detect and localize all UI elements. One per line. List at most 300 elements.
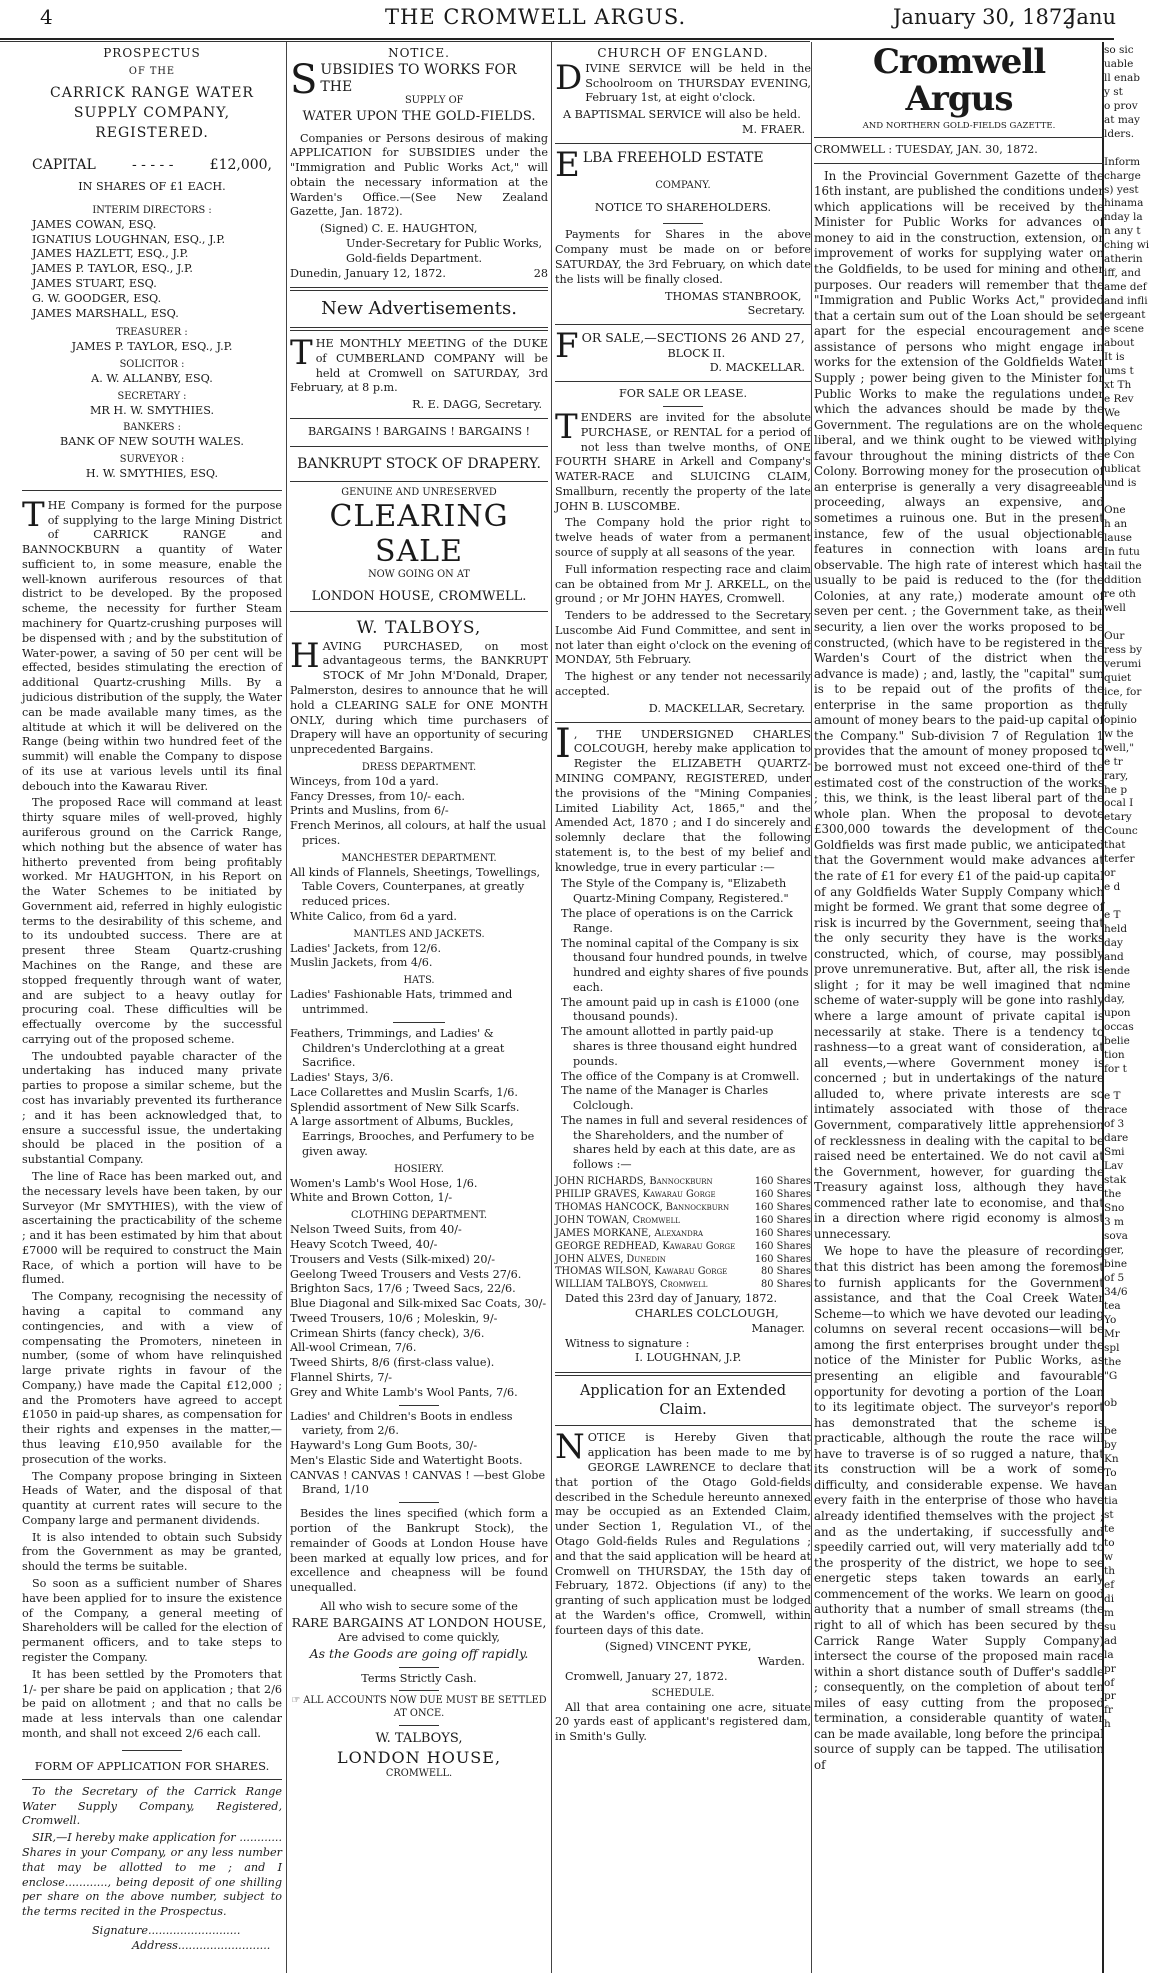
fragment-line: tia [1104,1495,1118,1508]
for-sale-block: BLOCK II. [667,346,726,360]
fragment-line: the [1104,1188,1122,1201]
table-row [555,1215,811,1228]
fragment-line: by [1104,1439,1117,1452]
fragment-line: One [1104,504,1126,517]
director: JAMES MARSHALL, ESQ. [32,306,179,320]
shareholder-name: JOHN TOWAN, Cromwell [555,1214,680,1226]
fragment-line: occas [1104,1020,1134,1033]
list-item: Ladies' Stays, 3/6. [290,1071,394,1085]
fragment-line: ums t [1104,364,1134,377]
divider [399,1667,439,1668]
claim-warden: Warden. [757,1655,805,1669]
fragment-line: well [1104,602,1126,615]
fragment-line: plying [1104,434,1137,447]
prospectus-paragraph: The Company, recognising the necessity of having a capital to command any contingencies, and with a view of compensating the Promoters, nineteen in number, (some of whom have relinquished large private rights in favour of the Company,) have made the Capital £12,000 ; and the Promoters have agreed to accept £1050 in paid-up shares, as compensation for their rights and expenses in the matter,—thus leaving £10,950 available for the prosecution of the works. [22,1290,282,1466]
divider [399,1690,439,1691]
extended-claim-notice [555,1427,811,1638]
schedule-heading: SCHEDULE. [651,1687,715,1699]
fragment-line: lders. [1104,127,1135,140]
list-item: Blue Diagonal and Silk-mixed Sac Coats, 30/- [290,1297,547,1311]
divider [663,406,703,407]
fragment-line: und is [1104,476,1137,489]
shares-line: IN SHARES OF £1 EACH. [78,180,226,194]
fragment-line: hinama [1104,197,1144,210]
fragment-line: w the [1104,727,1134,740]
besides-paragraph: Besides the lines specified (which form a portion of the Bankrupt Stock), the remainder of Goods at London House have been marked at equally low prices, and for excellence and cheapness will be found unequalled. [290,1507,548,1595]
fragment-line: Our [1104,630,1125,643]
officer-name: H. W. SMYTHIES, ESQ. [85,467,219,481]
shareholder-shares: 160 Shares [754,1201,811,1213]
list-item: Tweed Trousers, 10/6 ; Moleskin, 9/- [290,1311,498,1325]
tenders-paragraph: The Company hold the prior right to twelve heads of water from a permanent source of supply at all seasons of the year. [555,516,811,559]
hosiery-heading: HOSIERY. [394,1163,444,1175]
extended-claim-text: OTICE is Hereby Given that application has been made to me by GEORGE LAWRENCE to declare that that portion of the Otago Gold-fields described in the Schedule hereunto annexed may be occupied as an Extended Claim, under Section 1, Regulation VI., of the Otago Gold-fields Rules and Regulations ; and that the said application will be heard at Cromwell on THURSDAY, the 15th day of February, 1872. Objections (if any) to the granting of such application must be lodged at the Warden's office, Cromwell, within fourteen days of this date. [555,1431,811,1637]
having-purchased-paragraph [290,635,548,758]
divider [555,722,811,723]
clearing-sale-heading: CLEARING SALE [329,499,509,569]
list-item: Splendid assortment of New Silk Scarfs. [290,1100,520,1114]
drop-cap: S [290,56,318,103]
fragment-line: belie [1104,1034,1130,1047]
fragment-line [1104,491,1114,505]
list-item: Flannel Shirts, 7/- [290,1371,392,1384]
list-item: Ladies' Fashionable Hats, trimmed and untrimmed. [290,988,513,1016]
list-item: Trousers and Vests (Silk-mixed) 20/- [290,1252,496,1266]
list-item: Prints and Muslins, from 6/- [290,804,449,818]
fragment-line: of 3 [1104,1118,1125,1131]
fragment-line: race [1104,1104,1128,1117]
footer-talboys: W. TALBOYS, [375,1731,463,1747]
fragment-line: equenc [1104,420,1143,433]
prospectus-paragraph: The line of Race has been marked out, and the necessary levels have been taken, by our Surveyor (Mr SMYTHIES), with the view of ascertaining the practicability of the scheme ; and it has been estimated by him that about £7000 will be required to construct the Main Race, of which a portion will have to be flumed. [22,1169,282,1287]
subsidies-title-2: WATER UPON THE GOLD-FIELDS. [302,109,536,125]
fragment-line: atherin [1104,253,1143,266]
for-sale-title: OR SALE,—SECTIONS 26 AND 27, [581,330,805,346]
extended-claim-heading: Application for an Extended Claim. [579,1383,787,1419]
fragment-line: e Con [1104,448,1135,461]
fragment-line: stak [1104,1174,1127,1187]
officer-name: A. W. ALLANBY, ESQ. [91,371,213,385]
fragment-line: ame def [1104,281,1147,294]
fragment-line: Sno [1104,1202,1125,1215]
fragment-line: for t [1104,1062,1127,1075]
list-item: Heavy Scotch Tweed, 40/- [290,1237,438,1251]
list-item: Fancy Dresses, from 10/- each. [290,789,465,803]
subsidies-signed: (Signed) C. E. HAUGHTON, [320,222,478,236]
undersigned-text: , THE UNDERSIGNED CHARLES COLCOUGH, hereby make application to Register the ELIZABETH QUARTZ-MINING COMPANY, REGISTERED, under the provisions of the "Mining Companies Limited Liability Act, 1865," and the Amended Act, 1870 ; and I do sincerely and solemnly declare that the following statement is, to the best of my belief and knowledge, true in every particular :— [555,727,811,874]
fragment-line: nday la [1104,211,1143,224]
page-number: 4 [40,5,53,29]
shareholder-name: JAMES MORKANE, Alexandra [555,1227,704,1239]
bankrupt-stock-heading: BANKRUPT STOCK OF DRAPERY. [297,455,541,472]
prospectus-paragraph: It has been settled by the Promoters that 1/- per share be paid on application ; that 2/6 be paid on allotment ; and that no calls be made at less intervals than one calendar month, and shall not exceed 2/6 each call. [22,1667,282,1740]
officer-name: JAMES P. TAYLOR, ESQ., J.P. [71,340,233,354]
witness-line: Witness to signature : [565,1336,690,1350]
application-form-body: SIR,—I hereby make application for ............ Shares in your Company, or any less number that may be allotted to me ; and I enclose............, being deposit of one shilling per share on the above number, subject to the terms recited in the Prospectus. [22,1831,282,1919]
statement: The place of operations is on the Carrick Range. [561,906,793,935]
fragment-line: of [1104,1676,1115,1689]
fragment-line: spl [1104,1341,1120,1354]
fragment-line: verumi [1104,657,1142,670]
divider [399,1502,439,1503]
fragment-line: Inform [1104,155,1141,168]
fragment-line: he p [1104,783,1128,796]
capital-label: CAPITAL [32,156,96,173]
divider [814,137,1104,138]
fragment-line: Counc [1104,825,1138,838]
london-house-line: LONDON HOUSE, CROMWELL. [311,589,527,605]
shareholder-shares: 80 Shares [761,1266,811,1278]
list-item: Ladies' Jackets, from 12/6. [290,941,442,955]
interim-directors-label: INTERIM DIRECTORS : [92,204,212,216]
shareholder-shares: 160 Shares [754,1188,811,1200]
statement: The names in full and several residences of the Shareholders, and the number of shares held by each at this date, are as follows :— [561,1113,808,1172]
adjacent-page-fragment [1104,44,1149,1969]
prospectus-paragraph [22,494,282,795]
list-item: Feathers, Trimmings, and Ladies' & Children's Underclothing at a great Sacrifice. [290,1026,505,1070]
double-rule [290,327,548,331]
fragment-line: and [1104,950,1124,963]
fragment-line: y st [1104,85,1123,98]
fragment-line: ende [1104,964,1130,977]
column-notices [555,44,811,1969]
fragment-line: terfer [1104,853,1135,866]
fragment-line: ad [1104,1634,1117,1647]
officer-title: SOLICITOR : [119,358,185,370]
director: G. W. GOODGER, ESQ. [32,291,162,305]
editorial-dateline: CROMWELL : TUESDAY, JAN. 30, 1872. [814,143,1038,157]
elba-notice-heading: NOTICE TO SHAREHOLDERS. [594,200,772,214]
table-row [555,1279,811,1292]
list-item: Ladies' and Children's Boots in endless variety, from 2/6. [290,1409,513,1438]
fragment-line: fr [1104,1704,1113,1717]
clothing-list [290,1223,548,1400]
fragment-line: ll enab [1104,71,1141,84]
advised-line: Are advised to come quickly, [338,1631,500,1645]
statement: The amount allotted in partly paid-up shares is three thousand eight hundred pounds. [561,1025,798,1068]
of-the-label: OF THE [128,65,176,77]
capital-value: £12,000, [209,156,272,173]
fragment-line [1104,1384,1114,1398]
elba-secretary: Secretary. [747,304,805,318]
company-statements [555,877,811,1173]
fragment-line: e T [1104,909,1121,922]
fragment-line: so sic [1104,44,1134,56]
shareholder-shares: 160 Shares [754,1176,811,1188]
shareholder-shares: 160 Shares [754,1227,811,1239]
prospectus-paragraph: So soon as a sufficient number of Shares have been applied for to insure the existence of the Company, a general meeting of Shareholders will be called for the election of permanent officers, and to take steps to register the Company. [22,1577,282,1664]
rare-bargains-line: RARE BARGAINS AT LONDON HOUSE, [291,1614,547,1630]
company-name: CARRICK RANGE WATER SUPPLY COMPANY, REGISTERED. [50,84,254,142]
fragment-line: pr [1104,1662,1116,1675]
masthead [0,0,1114,40]
accounts-line [290,1695,548,1721]
shareholder-name: THOMAS HANCOCK, Bannockburn [555,1201,730,1213]
editorial-paragraph: In the Provincial Government Gazette of the 16th instant, are published the conditions under which applications will be received by the Minister for Public Works for advances of money to aid in the construction, extension, or improvement of works for supplying water on the Goldfields, to be used for mining and other purposes. Our readers will remember that the "Immigration and Public Works Act," provided that a certain sum out of the Loan should be set apart for the especial encouragement and assistance of persons who might engage in works for the extension of the Goldfields Water Supply ; power being given to the Minister for Public Works to make the regulations under which the advances should be made by the Government. The regulations are on the whole liberal, and we think ought to be viewed with favour throughout the mining districts of the Colony. Borrowing money for the prosecution of an enterprise is generally a very disagreeable proceeding, always an expensive, and sometimes a ruinous one. But in the present instance, few of the usual objectionable features in connection with loans are observable. The high rate of interest which has usually to be paid is reduced to the (for the Colonies, at any rate,) moderate amount of seven per cent. ; the Government take, as their security, a lien over the works proposed to be constructed, (which have to be registered in the Warden's Court of the district when the advance is made) ; and, lastly, the "capital" sum is to be repaid out of the profits of the enterprise in the same proportion as the amount of money bears to the paid-up capital of the Company." Sub-division 7 of Regulation 1 provides that the amount of money proposed to be borrowed must not exceed one-third of the estimated cost of the construction of the works ; this, we think, is the least liberal part of the whole plan. When the proposal to devote £300,000 towards the development of the Goldfields was first made public, we anticipated that the Government would make advances at the rate of £1 for every £1 of the paid-up capital of any Goldfields Water Supply Company which might be formed. We grant that some degree of risk is incurred by the Government, seeing that the only security they have is the works constructed, which, of course, may possibly prove unremunerative. But, after all, the risk is slight ; for it may be well imagined that no scheme of water-supply will be gone into rashly where a large amount of private capital is necessarily at stake. There is a tendency to rashness—to a great want of consideration, at all events,—where Government money is concerned ; but in undertakings of the nature alluded to, where private interests are so intimately associated with those of the Government, comparatively little apprehension of recklessness in dealing with the capital to be raised need be entertained. We do not cavil at the Government, however, for guarding the Treasury against loss, although they have commenced rather late to economise, and that in a direction where rigid economy is almost unnecessary. [814,168,1104,1241]
table-row [555,1228,811,1241]
issue-date: January 30, 1872. [893,5,1083,29]
fragment-line: 34/6 [1104,1285,1128,1298]
genuine-label: GENUINE AND UNRESERVED [341,487,497,499]
prospectus-paragraph: It is also intended to obtain such Subsidy from the Government as may be granted, should the terms be suitable. [22,1530,282,1574]
meeting-notice [290,333,548,396]
terms-line: Terms Strictly Cash. [361,1671,477,1685]
dress-department-heading: DRESS DEPARTMENT. [361,761,477,773]
prospectus-paragraph: The undoubted payable character of the undertaking has induced many private parties to propose a similar scheme, but the cost has invariably prevented its furtherance ; and it has been acknowledged that, to ensure a successful issue, the undertaking should be placed in the position of a substantial Company. [22,1049,282,1167]
fragment-line [1104,1411,1114,1425]
fragment-line: ef [1104,1578,1115,1591]
fragment-line: n any t [1104,225,1141,238]
fragment-line: In futu [1104,546,1140,559]
divider [555,1425,811,1426]
fragment-line: ching wi [1104,239,1149,252]
fragment-line: Yo [1104,1313,1117,1326]
divider [555,143,811,144]
fragment-line: ddition [1104,574,1142,587]
directors-list [22,218,282,321]
list-item: All-wool Crimean, 7/6. [290,1341,417,1355]
divider [22,490,282,491]
prospectus-heading: PROSPECTUS [103,46,201,60]
fragment-line: tion [1104,1048,1125,1061]
statement: The amount paid up in cash is £1000 (one thousand pounds). [561,995,800,1024]
tenders-paragraph: Full information respecting race and claim can be obtained from Mr J. ARKELL, on the ground ; or Mr JOHN HAYES, Cromwell. [555,562,811,606]
divider [393,1022,445,1023]
clothing-heading: CLOTHING DEPARTMENT. [351,1210,487,1222]
list-item: White Calico, from 6d a yard. [290,910,457,923]
witness-name: I. LOUGHNAN, J.P. [635,1351,742,1365]
fragment-line: etary [1104,811,1132,824]
fragment-line: quiet [1104,671,1132,684]
subsidies-signer-title: Under-Secretary for Public Works, Gold-fields Department. [346,236,543,265]
fragment-line: We [1104,406,1121,419]
schedule-body: All that area containing one acre, situate 20 yards east of applicant's registered dam, in Smith's Gully. [555,1700,811,1744]
divider [290,611,548,612]
fragment-line: iff, and [1104,267,1141,280]
undersigned-paragraph [555,720,811,876]
elba-signed: THOMAS STANBROOK, [665,289,802,303]
fragment-line: or [1104,867,1116,880]
adjacent-page-edge: Janu [1068,5,1116,29]
shareholder-name: JOHN RICHARDS, Bannockburn [555,1176,713,1188]
hats-heading: HATS. [403,975,435,987]
claim-signed: (Signed) VINCENT PYKE, [605,1640,752,1654]
meeting-text: HE MONTHLY MEETING of the DUKE of CUMBERLAND COMPANY will be held at Cromwell on SATURDAY, 3rd February, at 8 p.m. [290,337,548,395]
elba-company: COMPANY. [655,179,711,191]
fragment-line: To [1104,1467,1117,1480]
church-text: IVINE SERVICE will be held in the Schoolroom on THURSDAY EVENING, February 1st, at eight o'clock. [585,61,811,105]
double-rule [290,287,548,291]
list-item: French Merinos, all colours, at half the usual prices. [290,819,547,847]
going-off-line: As the Goods are going off rapidly. [309,1646,529,1661]
fragment-line: about [1104,337,1135,350]
subsidies-date: Dunedin, January 12, 1872. [290,266,446,280]
drop-cap: F [555,326,579,367]
fragment-line: Smi [1104,1146,1125,1159]
fragment-line: bine [1104,1257,1128,1270]
shareholder-shares: 80 Shares [761,1279,811,1291]
director: IGNATIUS LOUGHNAN, ESQ., J.P. [32,232,226,246]
director: JAMES P. TAYLOR, ESQ., J.P. [32,262,193,276]
fragment-line: di [1104,1592,1115,1605]
fragment-line: upon [1104,1006,1131,1019]
fragment-line: the [1104,1355,1122,1368]
subsidies-sub: SUPPLY OF [404,95,464,107]
fragment-line: e scene [1104,323,1145,336]
ad-number: 28 [533,266,548,280]
application-signature-line[interactable]: Signature.......................... [92,1923,241,1937]
table-row [555,1266,811,1279]
fragment-line: h [1104,1718,1111,1731]
fragment-line: xt Th [1104,378,1132,391]
list-item: Hayward's Long Gum Boots, 30/- [290,1439,478,1453]
tenders-text: ENDERS are invited for the absolute PURCHASE, or RENTAL for a period of not less than twelve months, of ONE FOURTH SHARE in Arkell and Company's WATER-RACE and SLUICING CLAIM, Smallburn, recently the property of the late JOHN B. LUSCOMBE. [555,410,811,513]
fragment-line: day, [1104,992,1125,1005]
divider [663,223,703,224]
list-item: A large assortment of Albums, Buckles, Earrings, Brooches, and Perfumery to be given away. [290,1115,535,1158]
fragment-line: ger, [1104,1243,1125,1256]
colclough-signed: CHARLES COLCLOUGH, [635,1307,779,1321]
double-rule [555,1372,811,1376]
list-item: Muslin Jackets, from 4/6. [290,956,433,970]
list-item: Winceys, from 10d a yard. [290,774,439,788]
fragment-line: that [1104,839,1126,852]
baptismal-line: A BAPTISMAL SERVICE will also be held. [563,108,801,122]
hats-list [290,988,548,1160]
for-sale-signed: D. MACKELLAR. [709,361,805,375]
column-editorial [814,44,1104,1969]
table-row [555,1254,811,1267]
divider [290,446,548,447]
divider [399,1725,439,1726]
list-item: Crimean Shirts (fancy check), 3/6. [290,1326,485,1340]
fragment-line: re oth [1104,588,1136,601]
officer-title: BANKERS : [123,422,181,434]
accounts-text: ALL ACCOUNTS NOW DUE MUST BE SETTLED AT ONCE. [303,1695,547,1720]
church-heading: CHURCH OF ENGLAND. [597,46,769,60]
drop-cap: I [555,720,571,767]
divider [399,1405,439,1406]
fragment-line: m [1104,1606,1114,1619]
fragment-line [1104,895,1114,909]
fragment-line: st [1104,1509,1114,1522]
fragment-line: dare [1104,1132,1129,1145]
masthead-rule [0,41,810,42]
divider [22,1779,282,1780]
divider [555,381,811,382]
having-text: AVING PURCHASED, on most advantageous terms, the BANKRUPT STOCK of Mr John M'Donald, Draper, Palmerston, desires to announce that he will hold a CLEARING SALE for ONE MONTH ONLY, during which time purchasers of Drapery will have an opportunity of securing unprecedented Bargains. [290,639,548,757]
manchester-department-heading: MANCHESTER DEPARTMENT. [341,852,497,864]
dress-list [290,775,548,849]
shareholder-name: THOMAS WILSON, Kawarau Gorge [555,1266,728,1278]
fragment-line: 3 m [1104,1216,1124,1229]
fragment-line: ob [1104,1397,1118,1410]
shareholder-shares: 160 Shares [754,1253,811,1265]
application-address-line[interactable]: Address.......................... [132,1938,271,1952]
list-item: Grey and White Lamb's Wool Pants, 7/6. [290,1385,518,1399]
fragment-line: ergeant [1104,309,1146,322]
statement: The office of the Company is at Cromwell. [561,1069,800,1083]
fragment-line: s) yest [1104,183,1139,196]
fragment-line: opinio [1104,713,1137,726]
fragment-line: tail the [1104,560,1142,573]
list-item: Tweed Shirts, 8/6 (first-class value). [290,1356,495,1370]
officer-name: BANK OF NEW SOUTH WALES. [60,435,244,449]
shareholders-table [555,1176,811,1292]
sale-or-lease-heading: FOR SALE OR LEASE. [618,387,748,401]
tenders-paragraph: Tenders to be addressed to the Secretary Luscombe Aid Fund Committee, and sent in not later than eight o'clock on the evening of MONDAY, 5th February. [555,609,811,667]
mantles-list [290,942,548,972]
drop-cap: T [555,406,578,447]
fragment-line: It is [1104,350,1125,363]
list-item: Geelong Tweed Trousers and Vests 27/6. [290,1267,522,1281]
drop-cap: E [555,144,580,185]
elba-title: LBA FREEHOLD ESTATE [582,149,764,166]
footer-london-house: LONDON HOUSE, [336,1748,502,1768]
fragment-line: ress by [1104,643,1143,656]
fragment-line: w [1104,1550,1113,1563]
dated-line: Dated this 23rd day of January, 1872. [565,1292,778,1306]
capital-dots: - - - - - [131,156,174,173]
application-form-title: FORM OF APPLICATION FOR SHARES. [34,1758,270,1773]
list-item: Men's Elastic Side and Watertight Boots. [290,1453,523,1467]
fragment-line: well," [1104,741,1135,754]
meeting-signed: R. E. DAGG, Secretary. [412,398,542,412]
fragment-line: mine [1104,978,1131,991]
director: JAMES HAZLETT, ESQ., J.P. [32,247,189,261]
drop-cap: D [555,57,583,98]
fragment-line: Lav [1104,1160,1124,1173]
new-advertisements-heading: New Advertisements. [321,298,517,320]
editorial-paragraph: We hope to have the pleasure of recording that this district has been among the foremost to furnish applicants for the Government assistance, and that the Coal Creek Water Scheme—to which we have devoted our leading columns on several recent occasions—will be among the first enterprises brought under the notice of the Minister for Public Works, as presenting an eligible and favourable opportunity for devoting a portion of the Loan to its legitimate object. The surveyor's report has demonstrated that the scheme is practicable, although the route the race will have to traverse is of so rugged a nature, that its construction will be a work of some difficulty, and considerable expense. We have every faith in the enterprise of those who have already identified themselves with the project ; and as the undertaking, if successfully and speedily carried out, will very materially add to the prosperity of the district, we hope to see energetic steps taken towards an early commencement of the works. We learn on good authority that a number of small streams (the right to all of which has been secured by the Carrick Range Water Supply Company) intersect the course of the proposed main race within a short distance south of Duffer's saddle ; consequently, on the completion of about ten miles of easy cutting from the proposed termination, a considerable quantity of water can be made available, long before the principal source of supply can be tapped. The utilisation of [814,1244,1104,1773]
paragraph-text: HE Company is formed for the purpose of supplying to the large Mining District of CARRICK RANGE and BANNOCKBURN a quantity of Water sufficient to, in some measure, enable the well-known auriferous resources of that district to be developed. By the proposed scheme, the necessity for further Steam machinery for Quartz-crushing purposes will be dispensed with ; and by the substitution of Water-power, a saving of 50 per cent will be effected, besides stimulating the erection of additional Quartz-crushing Mills. By a judicious distribution of the supply, the Water can be made available many times, as the altitude at which it will be delivered on the Range (being within two hundred feet of the summit) will enable the Company to dispose of its use at various levels until its final debouch into the Kawarau River. [22,498,282,793]
nameplate-subtitle: AND NORTHERN GOLD-FIELDS GAZETTE. [862,120,1056,131]
shareholder-name: JOHN ALVES, Dunedin [555,1253,666,1265]
hosiery-list [290,1177,548,1207]
fragment-line: charge [1104,169,1141,182]
shareholder-shares: 160 Shares [754,1240,811,1252]
tenders-signed: D. MACKELLAR, Secretary. [648,701,805,715]
fragment-line: e Rev [1104,392,1134,405]
divider [814,163,1104,164]
claim-date: Cromwell, January 27, 1872. [565,1669,728,1683]
fragment-line: h an [1104,518,1128,531]
column-rule [811,42,812,1973]
bargains-line: BARGAINS ! BARGAINS ! BARGAINS ! [307,424,531,438]
prospectus-paragraph: The proposed Race will command at least thirty square miles of well-proved, highly auriferous ground on the Carrick Range, which nothing but the absence of water has hitherto prevented from being profitably worked. Mr HAUGHTON, in his Report on the Water Schemes to be initiated by Government aid, referred in highly eulogistic terms to the desirability of this scheme, and to its undoubted success. There are at present three Steam Quartz-crushing Machines on the Range, and these are stopped frequently through want of water, and are subject to a heavy outlay for procuring coal. These difficulties will be effectually overcome by the successful carrying out of the proposed scheme. [22,796,282,1046]
church-notice [555,57,811,106]
fragment-line: ice, for [1104,685,1142,698]
fragment-line: to [1104,1536,1115,1549]
fragment-line: la [1104,1648,1114,1661]
fragment-line: held [1104,923,1128,936]
fragment-line: lause [1104,532,1132,545]
manchester-list [290,866,548,925]
column-advertisements [290,44,548,1969]
fragment-line: ocal I [1104,797,1134,810]
fragment-line: th [1104,1564,1115,1577]
fragment-line: at may [1104,113,1140,126]
divider [290,481,548,482]
fragment-line: fully [1104,699,1128,712]
list-item: Nelson Tweed Suits, from 40/- [290,1223,462,1237]
fragment-line: Mr [1104,1327,1120,1340]
elba-body: Payments for Shares in the above Company must be made on or before SATURDAY, the 3rd February, on which date the lists will be finally closed. [555,228,811,286]
all-who-line: All who wish to secure some of the [320,1599,518,1613]
list-item: Brighton Sacs, 17/6 ; Tweed Sacs, 22/6. [290,1282,516,1296]
director: JAMES STUART, ESQ. [32,276,157,290]
director: JAMES COWAN, ESQ. [32,217,157,231]
